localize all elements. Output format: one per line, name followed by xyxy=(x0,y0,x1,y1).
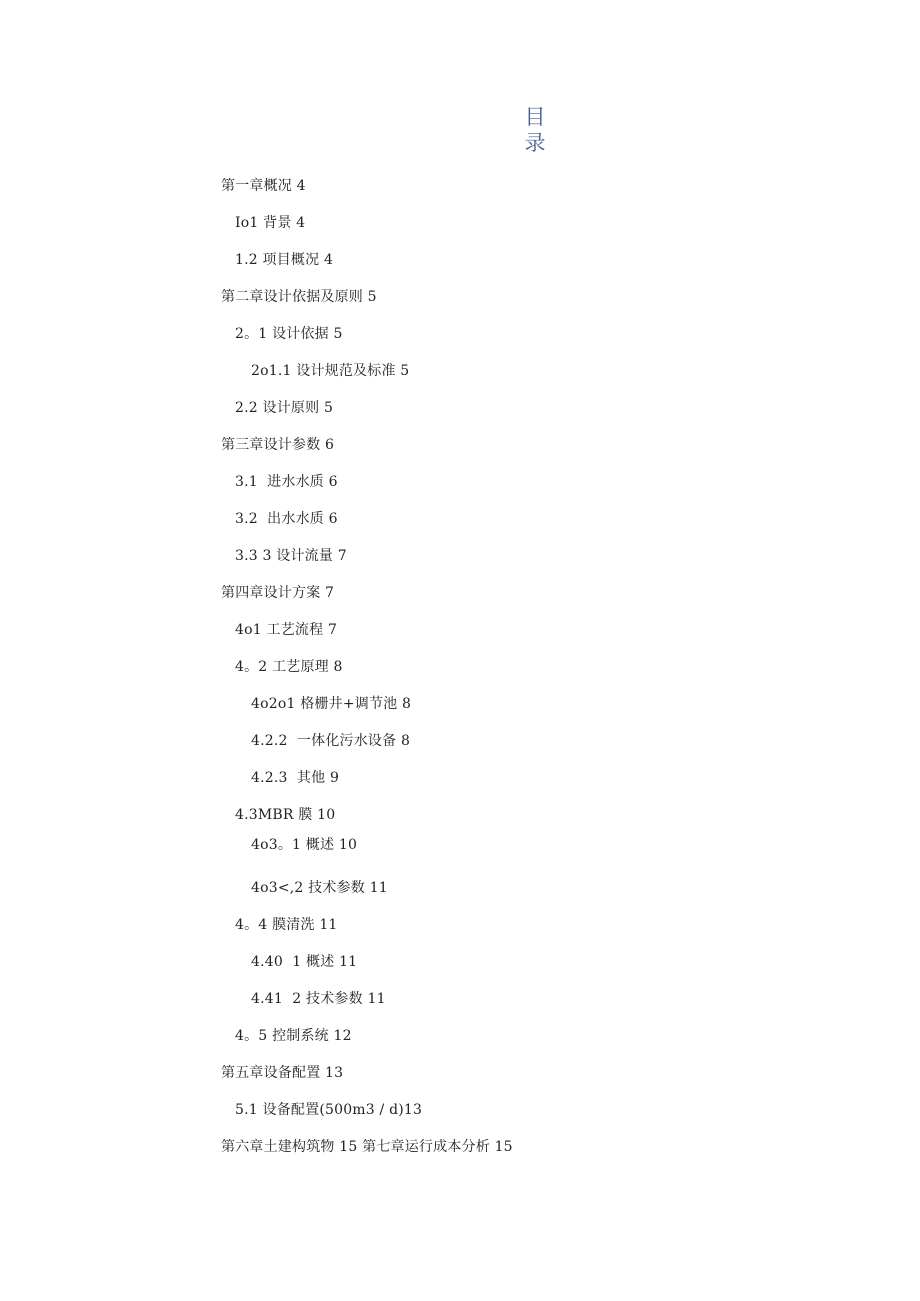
toc-entry-4-3-2[interactable]: 4o3<,2 技术参数 11 xyxy=(251,880,388,896)
toc-entry-2-2[interactable]: 2.2 设计原则 5 xyxy=(235,400,334,416)
toc-entry-4-3-1[interactable]: 4o3。1 概述 10 xyxy=(251,837,358,853)
toc-entry-4-2-2[interactable]: 4.2.2 一体化污水设备 8 xyxy=(251,733,411,749)
toc-entry-4-4-1[interactable]: 4.40 1 概述 11 xyxy=(251,954,358,970)
toc-entry-chapter-6-7[interactable]: 第六章土建构筑物 15 第七章运行成本分析 15 xyxy=(221,1139,513,1155)
toc-entry-4-5[interactable]: 4。5 控制系统 12 xyxy=(235,1028,352,1044)
toc-entry-chapter-5[interactable]: 第五章设备配置 13 xyxy=(221,1065,344,1081)
toc-entry-4-3[interactable]: 4.3MBR 膜 10 xyxy=(235,807,336,823)
toc-entry-chapter-4[interactable]: 第四章设计方案 7 xyxy=(221,585,335,601)
toc-entry-2-1[interactable]: 2。1 设计依据 5 xyxy=(235,326,343,342)
toc-entry-3-2[interactable]: 3.2 出水水质 6 xyxy=(235,511,338,527)
toc-entry-1-1[interactable]: Io1 背景 4 xyxy=(235,215,306,231)
toc-entry-5-1[interactable]: 5.1 设备配置(500m3 / d)13 xyxy=(235,1102,423,1118)
toc-entry-4-2[interactable]: 4。2 工艺原理 8 xyxy=(235,659,343,675)
toc-entry-4-4[interactable]: 4。4 膜清洗 11 xyxy=(235,917,338,933)
toc-entry-chapter-3[interactable]: 第三章设计参数 6 xyxy=(221,437,335,453)
toc-entry-4-1[interactable]: 4o1 工艺流程 7 xyxy=(235,622,338,638)
toc-entry-1-2[interactable]: 1.2 项目概况 4 xyxy=(235,252,334,268)
toc-entry-4-4-2[interactable]: 4.41 2 技术参数 11 xyxy=(251,991,386,1007)
toc-entry-chapter-2[interactable]: 第二章设计依据及原则 5 xyxy=(221,289,377,305)
toc-entry-3-3[interactable]: 3.3 3 设计流量 7 xyxy=(235,548,347,564)
toc-entry-chapter-1[interactable]: 第一章概况 4 xyxy=(221,178,306,194)
toc-title-line-2: 录 xyxy=(524,131,546,155)
toc-entry-4-2-1[interactable]: 4o2o1 格栅井+调节池 8 xyxy=(251,696,412,712)
toc-title xyxy=(520,104,550,156)
toc-entry-2-1-1[interactable]: 2o1.1 设计规范及标准 5 xyxy=(251,363,410,379)
toc-entry-3-1[interactable]: 3.1 进水水质 6 xyxy=(235,474,338,490)
toc-entry-4-2-3[interactable]: 4.2.3 其他 9 xyxy=(251,770,340,786)
toc-title-line-1: 目 xyxy=(524,105,546,129)
